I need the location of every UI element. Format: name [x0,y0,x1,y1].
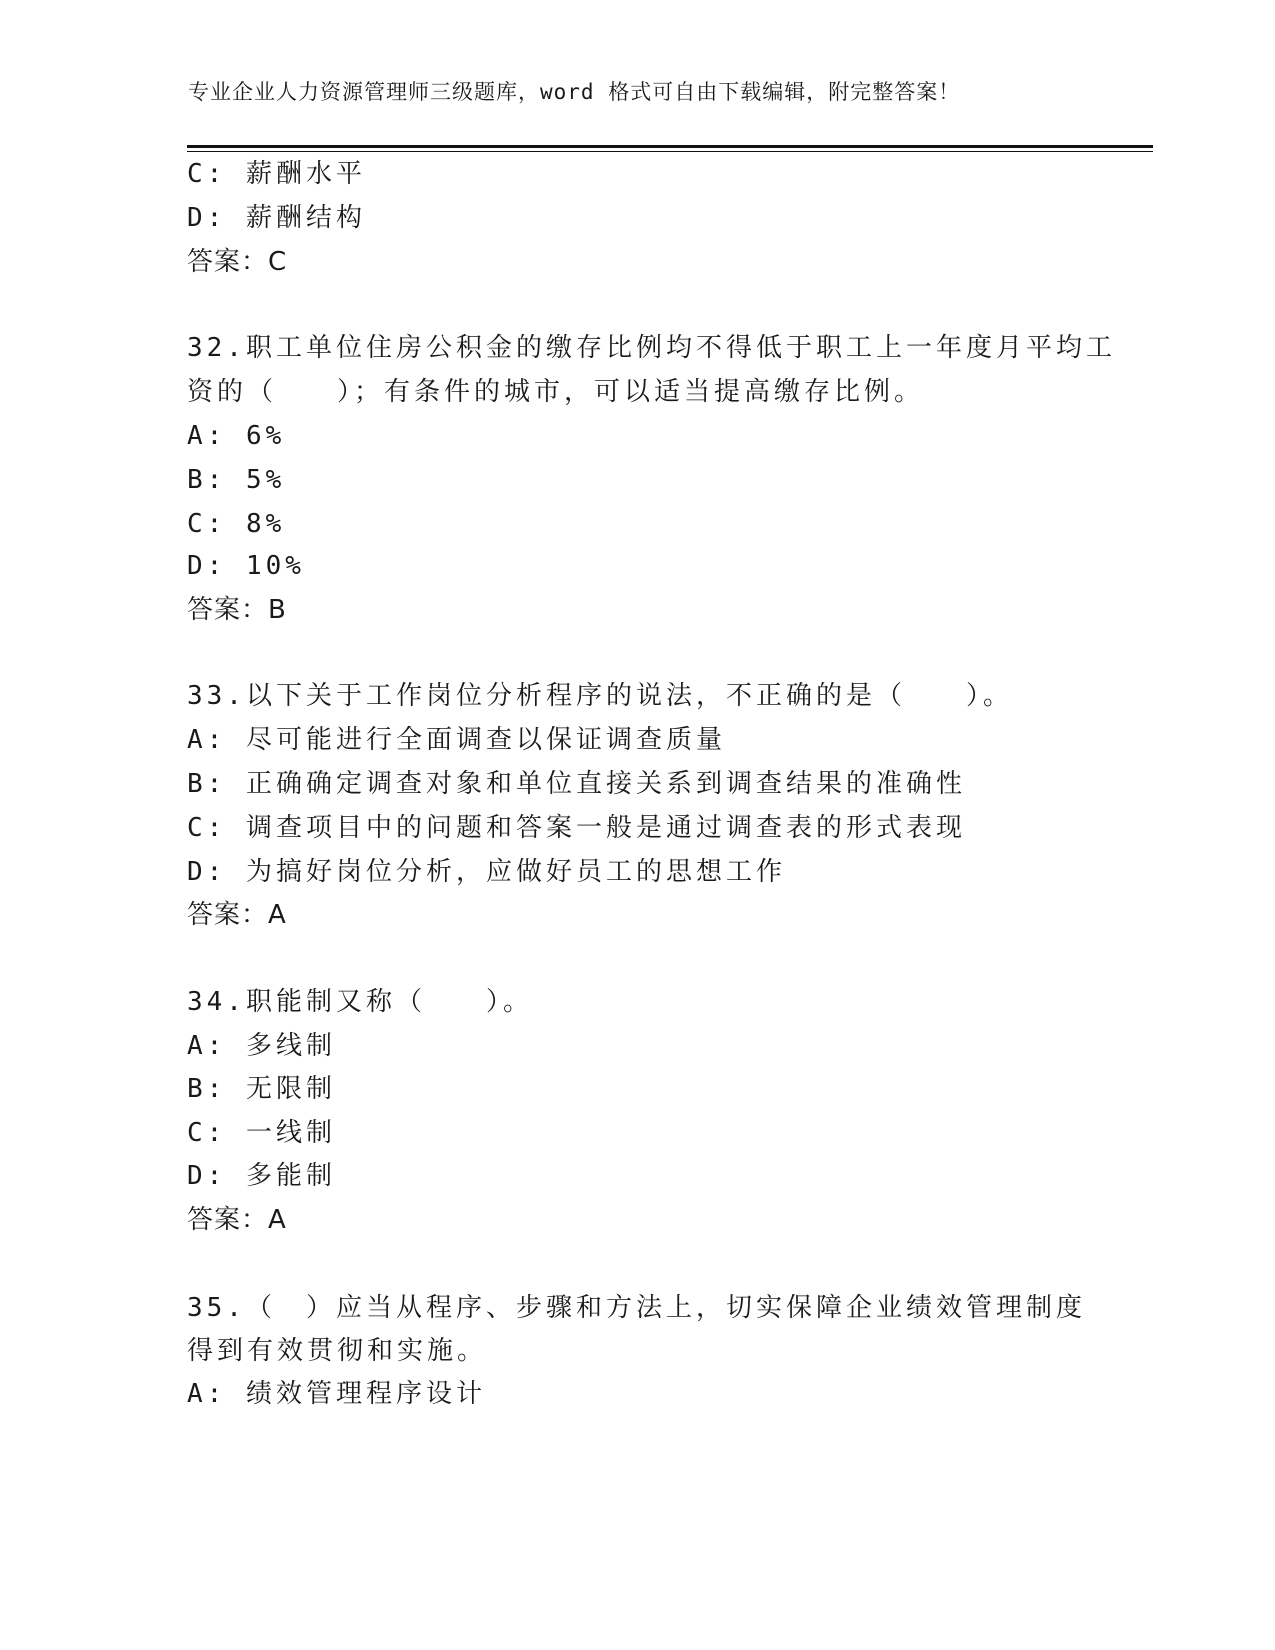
q32-option-b: B: 5% [187,465,286,495]
q33-option-c: C: 调查项目中的问题和答案一般是通过调查表的形式表现 [187,813,966,843]
q34-stem-line1: 34.职能制又称（ ）。 [187,987,533,1017]
q34-option-c: C: 一线制 [187,1118,336,1148]
q34-answer: 答案：A [187,1205,287,1235]
page-header: 专业企业人力资源管理师三级题库，word 格式可自由下载编辑，附完整答案！ [188,80,961,104]
q32-option-c: C: 8% [187,509,286,539]
q34-option-b: B: 无限制 [187,1074,336,1104]
q32-stem-line1: 32.职工单位住房公积金的缴存比例均不得低于职工上一年度月平均工 [187,333,1116,363]
q33-stem-line1: 33.以下关于工作岗位分析程序的说法，不正确的是（ ）。 [187,681,1013,711]
header-rule-thin [187,151,1153,152]
q35-stem-line1: 35.（ ）应当从程序、步骤和方法上，切实保障企业绩效管理制度 [187,1293,1086,1323]
q32-answer: 答案：B [187,595,287,625]
q33-option-a: A: 尽可能进行全面调查以保证调查质量 [187,725,726,755]
q33-answer: 答案：A [187,900,287,930]
q33-option-b: B: 正确确定调查对象和单位直接关系到调查结果的准确性 [187,769,966,799]
q31-answer: 答案：C [187,247,288,277]
q33-option-d: D: 为搞好岗位分析，应做好员工的思想工作 [187,857,786,887]
q35-option-a: A: 绩效管理程序设计 [187,1379,486,1409]
q31-option-c: C: 薪酬水平 [187,159,366,189]
q34-option-a: A: 多线制 [187,1031,336,1061]
q34-option-d: D: 多能制 [187,1161,336,1191]
q32-option-a: A: 6% [187,421,286,451]
q31-option-d: D: 薪酬结构 [187,203,366,233]
header-rule-thick [187,145,1153,148]
q32-stem-line2: 资的（ ）；有条件的城市，可以适当提高缴存比例。 [187,377,925,407]
q35-stem-line2: 得到有效贯彻和实施。 [187,1336,488,1366]
q32-option-d: D: 10% [187,551,305,581]
